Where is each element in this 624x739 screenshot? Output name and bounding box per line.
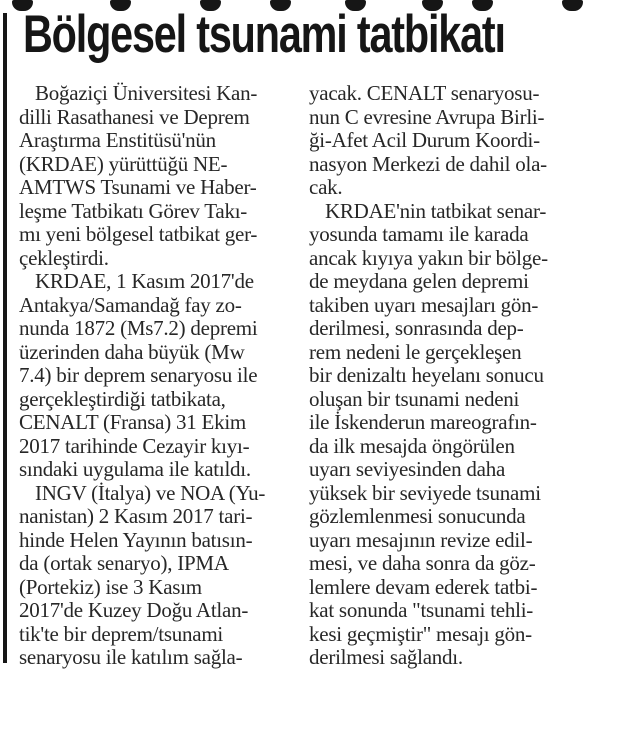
article-line: mesi, ve daha sonra da göz- xyxy=(309,551,536,575)
column-rule xyxy=(3,13,7,663)
article-line: hinde Helen Yayının batısın- xyxy=(19,527,253,552)
article-line: dilli Rasathanesi ve Deprem xyxy=(19,104,250,129)
article-line: gözlemlenmesi sonucunda xyxy=(309,504,526,528)
article-line: gerçekleştirdiği tatbikata, xyxy=(19,386,226,411)
article-line: yüksek bir seviyede tsunami xyxy=(309,480,541,505)
article-line: Araştırma Enstitüsü'nün xyxy=(19,128,216,152)
article-line: de meydana gelen depremi xyxy=(309,269,529,293)
article-line: çekleştirdi. xyxy=(19,245,109,270)
article-line: bir denizaltı heyelanı sonucu xyxy=(309,363,544,387)
article-line: KRDAE, 1 Kasım 2017'de xyxy=(35,269,254,293)
article-line: tik'te bir deprem/tsunami xyxy=(19,621,223,646)
article-line: INGV (İtalya) ve NOA (Yu- xyxy=(35,480,266,505)
article-line: kat sonunda "tsunami tehli- xyxy=(309,598,534,622)
article-line: takiben uyarı mesajları gön- xyxy=(309,292,539,317)
article-headline: Bölgesel tsunami tatbikatı xyxy=(23,5,505,64)
article-line: (Portekiz) ise 3 Kasım xyxy=(19,574,202,599)
article-column-right xyxy=(309,82,587,670)
article-line: ancak kıyıya yakın bir bölge- xyxy=(309,245,548,270)
article-line: senaryosu ile katılım sağla- xyxy=(19,645,243,669)
article-line: sındaki uygulama ile katıldı. xyxy=(19,457,251,481)
article-line: 2017'de Kuzey Doğu Atlan- xyxy=(19,598,249,622)
article-line: leşme Tatbikatı Görev Takı- xyxy=(19,198,248,223)
article-line: uyarı seviyesinden daha xyxy=(309,457,506,481)
article-line: AMTWS Tsunami ve Haber- xyxy=(19,175,257,199)
article-line: lemlere devam ederek tatbi- xyxy=(309,574,538,599)
cropped-letter-fragment xyxy=(562,0,583,11)
article-line: 2017 tarihinde Cezayir kıyı- xyxy=(19,433,250,458)
article-line: mı yeni bölgesel tatbikat ger- xyxy=(19,222,258,246)
article-line: CENALT (Fransa) 31 Ekim xyxy=(19,410,246,434)
article-line: (KRDAE) yürüttüğü NE- xyxy=(19,151,228,176)
article-line: ği-Afet Acil Durum Koordi- xyxy=(309,128,540,152)
article-line: Boğaziçi Üniversitesi Kan- xyxy=(35,81,258,105)
article-line: KRDAE'nin tatbikat senar- xyxy=(325,198,547,223)
article-line: rem nedeni le gerçekleşen xyxy=(309,339,522,364)
article-column-left xyxy=(19,82,299,670)
article-line: da ilk mesajda öngörülen xyxy=(309,433,515,458)
article-line: derilmesi, sonrasında dep- xyxy=(309,316,524,340)
article-line: Antakya/Samandağ fay zo- xyxy=(19,292,242,317)
article-line: ile İskenderun mareografın- xyxy=(309,410,537,434)
article-line: nanistan) 2 Kasım 2017 tari- xyxy=(19,504,253,528)
article-line: kesi geçmiştir" mesajı gön- xyxy=(309,621,532,646)
article-line: nun C evresine Avrupa Birli- xyxy=(309,104,545,129)
article-line: oluşan bir tsunami nedeni xyxy=(309,386,520,411)
article-line: derilmesi sağlandı. xyxy=(309,645,463,669)
article-line: yosunda tamamı ile karada xyxy=(309,222,529,246)
article-line: cak. xyxy=(309,175,343,199)
article-line: yacak. CENALT senaryosu- xyxy=(309,81,540,105)
article-line: nasyon Merkezi de dahil ola- xyxy=(309,151,547,176)
article-line: da (ortak senaryo), IPMA xyxy=(19,551,229,575)
article-line: 7.4) bir deprem senaryosu ile xyxy=(19,363,258,387)
article-line: üzerinden daha büyük (Mw xyxy=(19,339,245,364)
article-line: nunda 1872 (Ms7.2) depremi xyxy=(19,316,258,340)
article-line: uyarı mesajının revize edil- xyxy=(309,527,533,552)
